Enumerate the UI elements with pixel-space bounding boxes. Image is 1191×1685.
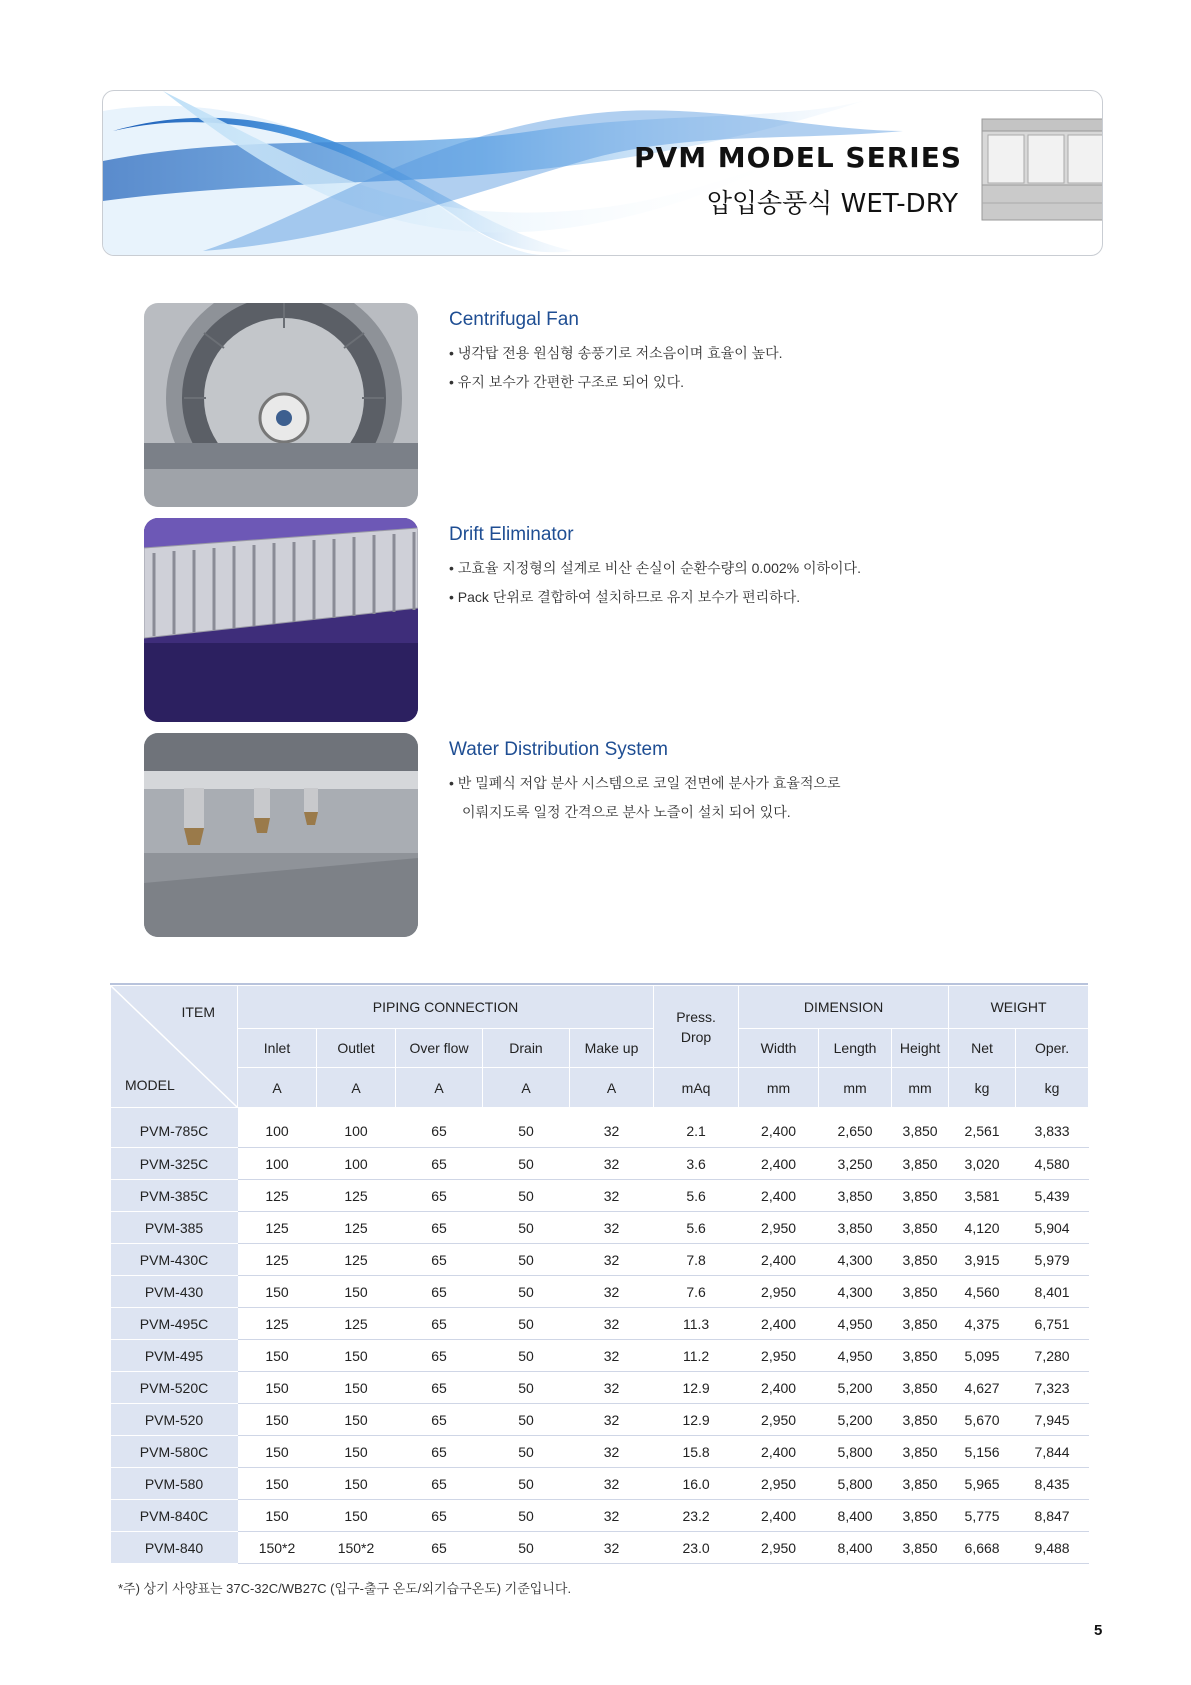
feature-title: Water Distribution System bbox=[449, 739, 668, 760]
table-cell: 50 bbox=[483, 1148, 570, 1180]
table-cell: 8,435 bbox=[1016, 1468, 1089, 1500]
group-header-dimension: DIMENSION bbox=[739, 986, 949, 1029]
table-cell: 2,400 bbox=[739, 1436, 819, 1468]
table-cell: 32 bbox=[570, 1308, 654, 1340]
table-cell: 5,156 bbox=[949, 1436, 1016, 1468]
table-cell: 3,850 bbox=[892, 1148, 949, 1180]
table-cell: 2.1 bbox=[654, 1108, 739, 1148]
table-cell: 7,945 bbox=[1016, 1404, 1089, 1436]
table-cell: 5,670 bbox=[949, 1404, 1016, 1436]
page-number: 5 bbox=[1094, 1622, 1103, 1639]
table-cell: 150 bbox=[238, 1404, 317, 1436]
table-cell: 7.6 bbox=[654, 1276, 739, 1308]
table-row bbox=[111, 1108, 1089, 1148]
feature-bullet: • 반 밀폐식 저압 분사 시스템으로 코일 전면에 분사가 효율적으로 bbox=[449, 775, 841, 791]
unit-header: mm bbox=[892, 1068, 949, 1108]
table-cell: 150 bbox=[238, 1500, 317, 1532]
table-cell: 65 bbox=[396, 1212, 483, 1244]
table-cell: 50 bbox=[483, 1436, 570, 1468]
table-cell: 65 bbox=[396, 1244, 483, 1276]
table-cell: 5,979 bbox=[1016, 1244, 1089, 1276]
feature-title: Drift Eliminator bbox=[449, 524, 574, 545]
unit-header: mm bbox=[739, 1068, 819, 1108]
table-cell: 65 bbox=[396, 1308, 483, 1340]
table-cell: 5,200 bbox=[819, 1372, 892, 1404]
group-header-weight: WEIGHT bbox=[949, 986, 1089, 1029]
col-header: Drain bbox=[483, 1029, 570, 1068]
spec-table-body bbox=[111, 1108, 1089, 1564]
unit-header: A bbox=[238, 1068, 317, 1108]
col-header: Over flow bbox=[396, 1029, 483, 1068]
table-cell: 125 bbox=[238, 1308, 317, 1340]
table-cell: 11.2 bbox=[654, 1340, 739, 1372]
table-cell: 4,950 bbox=[819, 1308, 892, 1340]
table-cell: 2,561 bbox=[949, 1108, 1016, 1148]
group-header-press-drop: Press. Drop bbox=[654, 986, 739, 1068]
table-cell: 3,581 bbox=[949, 1180, 1016, 1212]
model-cell: PVM-840C bbox=[111, 1500, 238, 1532]
col-header: Inlet bbox=[238, 1029, 317, 1068]
unit-header: kg bbox=[1016, 1068, 1089, 1108]
unit-header: mAq bbox=[654, 1068, 739, 1108]
table-cell: 150 bbox=[317, 1340, 396, 1372]
table-cell: 125 bbox=[238, 1212, 317, 1244]
feature-bullet: • 고효율 지정형의 설계로 비산 손실이 순환수량의 0.002% 이하이다. bbox=[449, 560, 861, 576]
table-cell: 7,280 bbox=[1016, 1340, 1089, 1372]
table-cell: 50 bbox=[483, 1308, 570, 1340]
table-row bbox=[111, 1436, 1089, 1468]
table-row bbox=[111, 1532, 1089, 1564]
unit-header: mm bbox=[819, 1068, 892, 1108]
table-cell: 50 bbox=[483, 1500, 570, 1532]
table-cell: 7,323 bbox=[1016, 1372, 1089, 1404]
table-cell: 32 bbox=[570, 1148, 654, 1180]
table-cell: 3,850 bbox=[819, 1180, 892, 1212]
table-row bbox=[111, 1500, 1089, 1532]
col-header: Make up bbox=[570, 1029, 654, 1068]
table-cell: 9,488 bbox=[1016, 1532, 1089, 1564]
table-cell: 65 bbox=[396, 1180, 483, 1212]
model-cell: PVM-580 bbox=[111, 1468, 238, 1500]
table-cell: 50 bbox=[483, 1372, 570, 1404]
table-cell: 4,950 bbox=[819, 1340, 892, 1372]
table-cell: 50 bbox=[483, 1276, 570, 1308]
table-cell: 125 bbox=[317, 1180, 396, 1212]
table-cell: 65 bbox=[396, 1436, 483, 1468]
table-cell: 32 bbox=[570, 1532, 654, 1564]
unit-header: A bbox=[570, 1068, 654, 1108]
table-row bbox=[111, 1468, 1089, 1500]
footnote: *주) 상기 사양표는 37C-32C/WB27C (입구-출구 온도/외기습구온도) 기준입니다. bbox=[118, 1581, 572, 1596]
table-cell: 7.8 bbox=[654, 1244, 739, 1276]
table-cell: 4,300 bbox=[819, 1244, 892, 1276]
table-cell: 100 bbox=[238, 1108, 317, 1148]
feature-title: Centrifugal Fan bbox=[449, 309, 579, 330]
table-cell: 2,950 bbox=[739, 1212, 819, 1244]
table-cell: 150 bbox=[238, 1468, 317, 1500]
table-cell: 65 bbox=[396, 1148, 483, 1180]
table-cell: 5,775 bbox=[949, 1500, 1016, 1532]
table-cell: 50 bbox=[483, 1108, 570, 1148]
table-cell: 5,439 bbox=[1016, 1180, 1089, 1212]
table-cell: 3,850 bbox=[892, 1436, 949, 1468]
table-cell: 150 bbox=[238, 1340, 317, 1372]
feature-bullet-continuation: 이뤄지도록 일정 간격으로 분사 노즐이 설치 되어 있다. bbox=[462, 804, 791, 820]
table-cell: 4,580 bbox=[1016, 1148, 1089, 1180]
table-cell: 5.6 bbox=[654, 1180, 739, 1212]
table-cell: 3,850 bbox=[819, 1212, 892, 1244]
table-cell: 2,400 bbox=[739, 1244, 819, 1276]
corner-model-label: MODEL bbox=[125, 1077, 175, 1093]
unit-header: A bbox=[396, 1068, 483, 1108]
table-cell: 2,950 bbox=[739, 1404, 819, 1436]
table-cell: 2,950 bbox=[739, 1340, 819, 1372]
water-distribution-photo bbox=[144, 733, 418, 937]
table-cell: 2,400 bbox=[739, 1180, 819, 1212]
table-cell: 150 bbox=[317, 1436, 396, 1468]
table-cell: 65 bbox=[396, 1276, 483, 1308]
unit-header: kg bbox=[949, 1068, 1016, 1108]
table-cell: 3,850 bbox=[892, 1340, 949, 1372]
table-cell: 3,250 bbox=[819, 1148, 892, 1180]
table-row bbox=[111, 1244, 1089, 1276]
table-cell: 5,965 bbox=[949, 1468, 1016, 1500]
table-cell: 12.9 bbox=[654, 1372, 739, 1404]
table-cell: 150*2 bbox=[317, 1532, 396, 1564]
table-cell: 50 bbox=[483, 1532, 570, 1564]
cooling-tower-unit-image bbox=[976, 115, 1103, 225]
table-cell: 8,400 bbox=[819, 1500, 892, 1532]
model-cell: PVM-325C bbox=[111, 1148, 238, 1180]
feature-bullet: • 냉각탑 전용 원심형 송풍기로 저소음이며 효율이 높다. bbox=[449, 345, 783, 361]
table-cell: 15.8 bbox=[654, 1436, 739, 1468]
table-cell: 32 bbox=[570, 1108, 654, 1148]
table-cell: 3,833 bbox=[1016, 1108, 1089, 1148]
table-cell: 50 bbox=[483, 1468, 570, 1500]
model-cell: PVM-495C bbox=[111, 1308, 238, 1340]
table-cell: 3,850 bbox=[892, 1180, 949, 1212]
table-cell: 100 bbox=[317, 1108, 396, 1148]
col-header: Outlet bbox=[317, 1029, 396, 1068]
table-cell: 150 bbox=[317, 1468, 396, 1500]
table-cell: 4,300 bbox=[819, 1276, 892, 1308]
table-cell: 65 bbox=[396, 1404, 483, 1436]
model-cell: PVM-430 bbox=[111, 1276, 238, 1308]
table-cell: 2,400 bbox=[739, 1372, 819, 1404]
table-cell: 4,120 bbox=[949, 1212, 1016, 1244]
table-cell: 32 bbox=[570, 1212, 654, 1244]
table-cell: 6,751 bbox=[1016, 1308, 1089, 1340]
drift-eliminator-photo bbox=[144, 518, 418, 722]
table-cell: 23.0 bbox=[654, 1532, 739, 1564]
table-cell: 5,200 bbox=[819, 1404, 892, 1436]
unit-header: A bbox=[317, 1068, 396, 1108]
table-cell: 23.2 bbox=[654, 1500, 739, 1532]
table-cell: 2,400 bbox=[739, 1308, 819, 1340]
table-cell: 125 bbox=[317, 1212, 396, 1244]
table-cell: 3,850 bbox=[892, 1108, 949, 1148]
table-cell: 125 bbox=[238, 1180, 317, 1212]
model-cell: PVM-520 bbox=[111, 1404, 238, 1436]
model-cell: PVM-520C bbox=[111, 1372, 238, 1404]
table-cell: 65 bbox=[396, 1372, 483, 1404]
table-row bbox=[111, 1212, 1089, 1244]
table-cell: 8,847 bbox=[1016, 1500, 1089, 1532]
table-cell: 11.3 bbox=[654, 1308, 739, 1340]
table-cell: 100 bbox=[238, 1148, 317, 1180]
table-cell: 5,904 bbox=[1016, 1212, 1089, 1244]
table-cell: 125 bbox=[317, 1244, 396, 1276]
col-header: Oper. bbox=[1016, 1029, 1089, 1068]
table-cell: 50 bbox=[483, 1340, 570, 1372]
table-cell: 8,400 bbox=[819, 1532, 892, 1564]
table-cell: 2,950 bbox=[739, 1276, 819, 1308]
table-cell: 4,375 bbox=[949, 1308, 1016, 1340]
table-cell: 3,850 bbox=[892, 1276, 949, 1308]
table-cell: 5,800 bbox=[819, 1468, 892, 1500]
col-header: Height bbox=[892, 1029, 949, 1068]
series-subtitle: 압입송풍식 WET-DRY bbox=[706, 189, 958, 219]
table-cell: 32 bbox=[570, 1244, 654, 1276]
table-cell: 3,850 bbox=[892, 1244, 949, 1276]
table-cell: 6,668 bbox=[949, 1532, 1016, 1564]
table-row bbox=[111, 1404, 1089, 1436]
table-row bbox=[111, 1276, 1089, 1308]
table-cell: 7,844 bbox=[1016, 1436, 1089, 1468]
model-cell: PVM-840 bbox=[111, 1532, 238, 1564]
group-header-piping: PIPING CONNECTION bbox=[238, 986, 654, 1029]
table-cell: 16.0 bbox=[654, 1468, 739, 1500]
table-cell: 5.6 bbox=[654, 1212, 739, 1244]
table-cell: 65 bbox=[396, 1468, 483, 1500]
table-cell: 32 bbox=[570, 1436, 654, 1468]
table-row bbox=[111, 1340, 1089, 1372]
table-row bbox=[111, 1372, 1089, 1404]
table-cell: 3.6 bbox=[654, 1148, 739, 1180]
model-cell: PVM-385 bbox=[111, 1212, 238, 1244]
table-cell: 12.9 bbox=[654, 1404, 739, 1436]
model-cell: PVM-430C bbox=[111, 1244, 238, 1276]
table-cell: 3,850 bbox=[892, 1212, 949, 1244]
table-cell: 150 bbox=[317, 1500, 396, 1532]
table-cell: 150 bbox=[317, 1404, 396, 1436]
unit-header: A bbox=[483, 1068, 570, 1108]
series-title: PVM MODEL SERIES bbox=[634, 141, 962, 174]
table-cell: 2,950 bbox=[739, 1532, 819, 1564]
table-cell: 3,850 bbox=[892, 1468, 949, 1500]
table-cell: 32 bbox=[570, 1180, 654, 1212]
table-cell: 150 bbox=[317, 1276, 396, 1308]
table-cell: 32 bbox=[570, 1372, 654, 1404]
table-cell: 32 bbox=[570, 1340, 654, 1372]
table-cell: 3,850 bbox=[892, 1532, 949, 1564]
table-cell: 150*2 bbox=[238, 1532, 317, 1564]
table-cell: 125 bbox=[238, 1244, 317, 1276]
table-cell: 3,850 bbox=[892, 1308, 949, 1340]
col-header: Width bbox=[739, 1029, 819, 1068]
table-cell: 150 bbox=[317, 1372, 396, 1404]
table-cell: 65 bbox=[396, 1532, 483, 1564]
table-cell: 5,095 bbox=[949, 1340, 1016, 1372]
table-cell: 32 bbox=[570, 1404, 654, 1436]
header-banner bbox=[102, 90, 1103, 256]
table-cell: 3,850 bbox=[892, 1500, 949, 1532]
table-cell: 2,950 bbox=[739, 1468, 819, 1500]
model-cell: PVM-495 bbox=[111, 1340, 238, 1372]
table-cell: 50 bbox=[483, 1404, 570, 1436]
table-cell: 32 bbox=[570, 1468, 654, 1500]
table-row bbox=[111, 1148, 1089, 1180]
col-header: Length bbox=[819, 1029, 892, 1068]
spec-table bbox=[110, 985, 1089, 1564]
feature-bullet: • 유지 보수가 간편한 구조로 되어 있다. bbox=[449, 374, 684, 390]
table-cell: 3,850 bbox=[892, 1404, 949, 1436]
table-cell: 150 bbox=[238, 1276, 317, 1308]
table-cell: 65 bbox=[396, 1340, 483, 1372]
table-cell: 65 bbox=[396, 1108, 483, 1148]
table-cell: 50 bbox=[483, 1244, 570, 1276]
table-cell: 2,400 bbox=[739, 1108, 819, 1148]
table-cell: 50 bbox=[483, 1180, 570, 1212]
table-cell: 4,560 bbox=[949, 1276, 1016, 1308]
table-cell: 100 bbox=[317, 1148, 396, 1180]
table-cell: 3,850 bbox=[892, 1372, 949, 1404]
table-row bbox=[111, 1180, 1089, 1212]
table-cell: 150 bbox=[238, 1436, 317, 1468]
table-cell: 2,650 bbox=[819, 1108, 892, 1148]
table-row bbox=[111, 1308, 1089, 1340]
table-cell: 8,401 bbox=[1016, 1276, 1089, 1308]
table-cell: 3,020 bbox=[949, 1148, 1016, 1180]
table-cell: 2,400 bbox=[739, 1500, 819, 1532]
table-cell: 4,627 bbox=[949, 1372, 1016, 1404]
table-cell: 125 bbox=[317, 1308, 396, 1340]
table-cell: 65 bbox=[396, 1500, 483, 1532]
table-cell: 5,800 bbox=[819, 1436, 892, 1468]
table-corner-header bbox=[111, 986, 238, 1108]
table-cell: 50 bbox=[483, 1212, 570, 1244]
table-cell: 150 bbox=[238, 1372, 317, 1404]
model-cell: PVM-580C bbox=[111, 1436, 238, 1468]
model-cell: PVM-385C bbox=[111, 1180, 238, 1212]
table-cell: 32 bbox=[570, 1276, 654, 1308]
feature-bullet: • Pack 단위로 결합하여 설치하므로 유지 보수가 편리하다. bbox=[449, 589, 801, 605]
model-cell: PVM-785C bbox=[111, 1108, 238, 1148]
corner-item-label: ITEM bbox=[181, 1004, 215, 1020]
table-cell: 2,400 bbox=[739, 1148, 819, 1180]
centrifugal-fan-photo bbox=[144, 303, 418, 507]
table-cell: 32 bbox=[570, 1500, 654, 1532]
table-cell: 3,915 bbox=[949, 1244, 1016, 1276]
col-header: Net bbox=[949, 1029, 1016, 1068]
